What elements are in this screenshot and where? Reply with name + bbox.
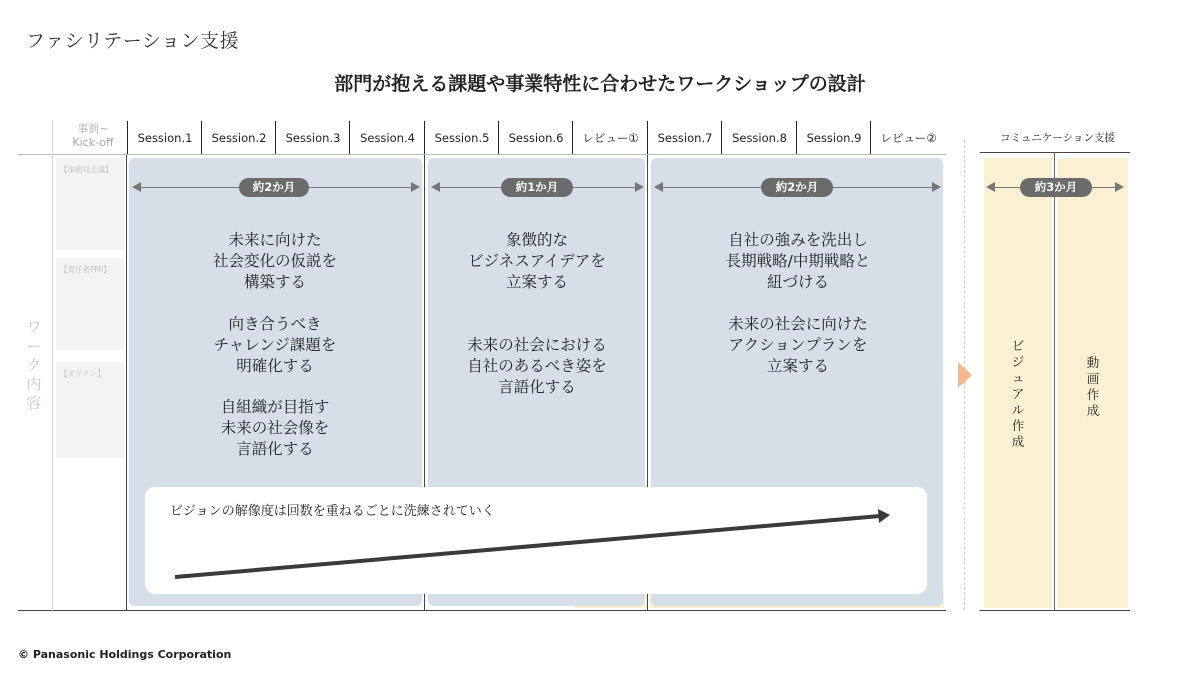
grid-left-rule	[126, 155, 127, 611]
arrow-right-icon	[635, 182, 644, 192]
header-bottom-rule	[18, 154, 946, 155]
side-label: ワーク内容	[26, 318, 42, 412]
header-review-1: レビュー①	[582, 131, 639, 145]
header-session-9: Session.9	[806, 131, 862, 145]
phase-1-duration: 約2か月	[239, 178, 309, 197]
header-divider	[870, 121, 871, 155]
row-label-orientation: 【オリエン】	[60, 369, 105, 378]
row-box-manager	[56, 258, 124, 350]
communication-header: コミュニケーション支援	[1000, 132, 1115, 144]
header-session-3: Session.3	[285, 131, 341, 145]
header-divider	[647, 121, 648, 155]
header-divider	[721, 121, 722, 155]
kickoff-line2: Kick-off	[72, 136, 114, 149]
copyright-footer: © Panasonic Holdings Corporation	[18, 648, 232, 661]
header-session-5: Session.5	[434, 131, 490, 145]
arrow-right-icon	[411, 182, 420, 192]
header-session-4: Session.4	[360, 131, 415, 145]
main-title: 部門が抱える課題や事業特性に合わせたワークショップの設計	[334, 73, 866, 95]
arrow-right-icon	[932, 182, 941, 192]
communication-bottom-rule	[980, 610, 1130, 611]
communication-duration: 約3か月	[1020, 178, 1092, 197]
header-session-1: Session.1	[137, 131, 193, 145]
communication-header-rule	[980, 152, 1130, 153]
phase-2-text-2: 未来の社会における 自社のあるべき姿を 言語化する	[467, 336, 607, 396]
chevron-right-icon	[958, 362, 972, 388]
phase-2-text-1: 象徴的な ビジネスアイデアを 立案する	[468, 231, 606, 291]
header-divider	[275, 121, 276, 155]
grid-bottom-rule	[18, 610, 946, 611]
phase-1-text-3: 自組織が目指す 未来の社会像を 言語化する	[220, 398, 330, 458]
video-creation-label: 動画作成	[1086, 355, 1100, 418]
header-divider	[498, 121, 499, 155]
phase-3-duration: 約2か月	[761, 178, 833, 197]
header-divider	[424, 121, 425, 155]
communication-divider	[1054, 152, 1055, 610]
header-divider	[127, 121, 128, 155]
row-label-manager: 【責任者PMI】	[60, 265, 111, 274]
header-session-2: Session.2	[211, 131, 267, 145]
phase-3-text-2: 未来の社会に向けた アクションプランを 立案する	[728, 315, 868, 375]
header-divider	[349, 121, 350, 155]
header-session-7: Session.7	[657, 131, 713, 145]
kickoff-line1: 事前~	[77, 122, 109, 135]
header-session-8: Session.8	[732, 131, 787, 145]
progress-arrow-icon	[145, 487, 927, 594]
phase-1-text-2: 向き合うべき チャレンジ課題を 明確化する	[213, 315, 337, 375]
kickoff-header	[58, 122, 128, 150]
header-divider	[572, 121, 573, 155]
vision-text: ビジョンの解像度は回数を重ねるごとに洗練されていく	[170, 504, 495, 519]
phase-2-duration: 約1か月	[501, 178, 573, 197]
phase-3-text-1: 自社の強みを洗出し 長期戦略/中期戦略と 紐づける	[725, 231, 871, 291]
row-box-secretariat	[56, 158, 124, 250]
header-divider	[796, 121, 797, 155]
row-label-secretariat: 【事務局会議】	[60, 165, 113, 174]
header-review-2: レビュー②	[880, 131, 937, 145]
header-divider	[201, 121, 202, 155]
phase-1-text-1: 未来に向けた 社会変化の仮説を 構築する	[212, 231, 337, 291]
arrow-right-icon	[1115, 182, 1124, 192]
visual-creation-label: ビジュアル作成	[1011, 338, 1025, 449]
page-heading: ファシリテーション支援	[26, 30, 239, 52]
row-box-orientation	[56, 362, 124, 458]
side-column-divider	[52, 120, 53, 612]
header-session-6: Session.6	[508, 131, 564, 145]
